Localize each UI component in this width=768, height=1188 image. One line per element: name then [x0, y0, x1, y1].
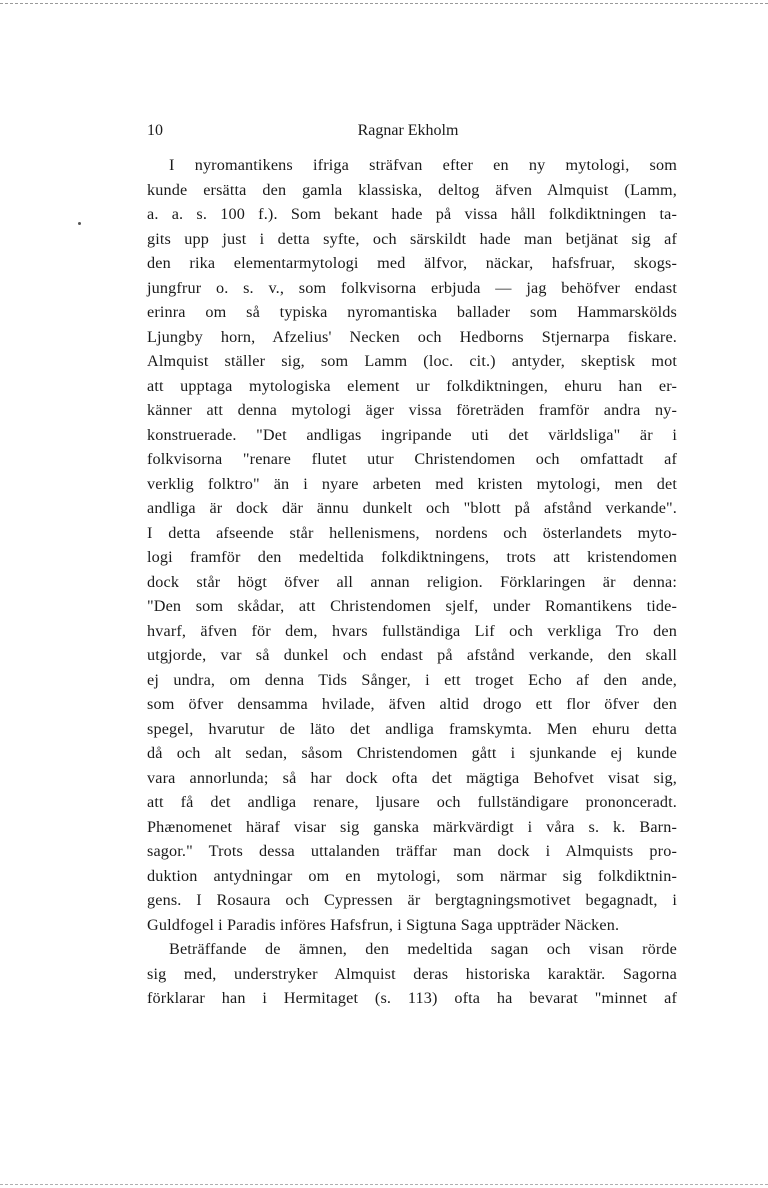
text-line: gens. I Rosaura och Cypressen är bergtagningsmotivet begagnadt, i	[147, 891, 677, 909]
text-line: att upptaga mytologiska element ur folkdiktningen, ehuru han er-	[147, 376, 677, 395]
text-line: att få det andliga renare, ljusare och fullständigare prononceradt.	[147, 793, 677, 811]
text-line: I nyromantikens ifriga sträfvan efter en ny mytologi, som	[169, 156, 677, 174]
text-line: Ljungby horn, Afzelius' Necken och Hedborns Stjernarpa fiskare.	[147, 327, 677, 346]
text-line: logi framför den medeltida folkdiktningens, trots att kristendomen	[147, 548, 677, 566]
text-line: gits upp just i detta syfte, och särskildt hade man betjänat sig af	[147, 229, 677, 248]
text-line: då och alt sedan, såsom Christendomen gått i sjunkande ej kunde	[147, 744, 677, 762]
text-line: Beträffande de ämnen, den medeltida sagan och visan rörde	[169, 940, 677, 958]
scan-edge-top	[0, 3, 768, 4]
text-line: "Den som skådar, att Christendomen sjelf, under Romantikens tide-	[147, 597, 677, 615]
text-line: jungfrur o. s. v., som folkvisorna erbjuda — jag behöfver endast	[147, 278, 677, 297]
text-line: ej undra, om denna Tids Sånger, i ett troget Echo af den ande,	[147, 670, 677, 689]
text-line: Almquist ställer sig, som Lamm (loc. cit.) antyder, skeptisk mot	[147, 352, 677, 370]
text-line: förklarar han i Hermitaget (s. 113) ofta ha bevarat "minnet af	[147, 989, 677, 1007]
text-line: känner att denna mytologi äger vissa företräden framför andra ny-	[147, 401, 677, 419]
text-line: kunde ersätta den gamla klassiska, deltog äfven Almquist (Lamm,	[147, 180, 677, 199]
text-line: utgjorde, var så dunkel och endast på afstånd verkande, den skall	[147, 646, 677, 664]
text-line: Guldfogel i Paradis införes Hafsfrun, i Sigtuna Saga uppträder Näcken.	[147, 915, 620, 934]
text-line: sagor." Trots dessa uttalanden träffar man dock i Almquists pro-	[147, 842, 677, 860]
text-line: I detta afseende står hellenismens, nordens och österlandets myto-	[147, 523, 677, 542]
body-text	[147, 153, 677, 1011]
text-line: Phænomenet häraf visar sig ganska märkvärdigt i våra s. k. Barn-	[147, 817, 677, 836]
text-line: verklig folktro" än i nyare arbeten med kristen mytologi, men det	[147, 474, 677, 493]
text-line: duktion antydningar om en mytologi, som närmar sig folkdiktnin-	[147, 866, 677, 885]
page-number: 10	[147, 122, 163, 139]
text-line: den rika elementarmytologi med älfvor, näckar, hafsfruar, skogs-	[147, 254, 677, 272]
text-line: erinra om så typiska nyromantiska ballader som Hammarskölds	[147, 303, 677, 321]
text-line: sig med, understryker Almquist deras historiska karaktär. Sagorna	[147, 964, 677, 983]
text-line: folkvisorna "renare flutet utur Christendomen och omfattadt af	[147, 450, 677, 468]
scan-speck	[78, 222, 81, 225]
text-line: som öfver densamma hvilade, äfven altid drogo ett flor öfver den	[147, 695, 677, 713]
text-line: dock står högt öfver all annan religion. Förklaringen är denna:	[147, 572, 677, 591]
text-line: a. a. s. 100 f.). Som bekant hade på vissa håll folkdiktningen ta-	[147, 205, 677, 223]
text-line: spegel, hvarutur de läto det andliga framskymta. Men ehuru detta	[147, 719, 677, 738]
text-line: konstruerade. "Det andligas ingripande uti det världsliga" är i	[147, 425, 677, 444]
text-line: hvarf, äfven för dem, hvars fullständiga Lif och verkliga Tro den	[147, 621, 677, 640]
text-line: vara annorlunda; så har dock ofta det mägtiga Behofvet visat sig,	[147, 768, 677, 787]
text-line: andliga är dock där ännu dunkelt och "blott på afstånd verkande".	[147, 499, 677, 517]
scan-edge-bottom	[0, 1184, 768, 1185]
running-head: Ragnar Ekholm	[357, 122, 459, 139]
